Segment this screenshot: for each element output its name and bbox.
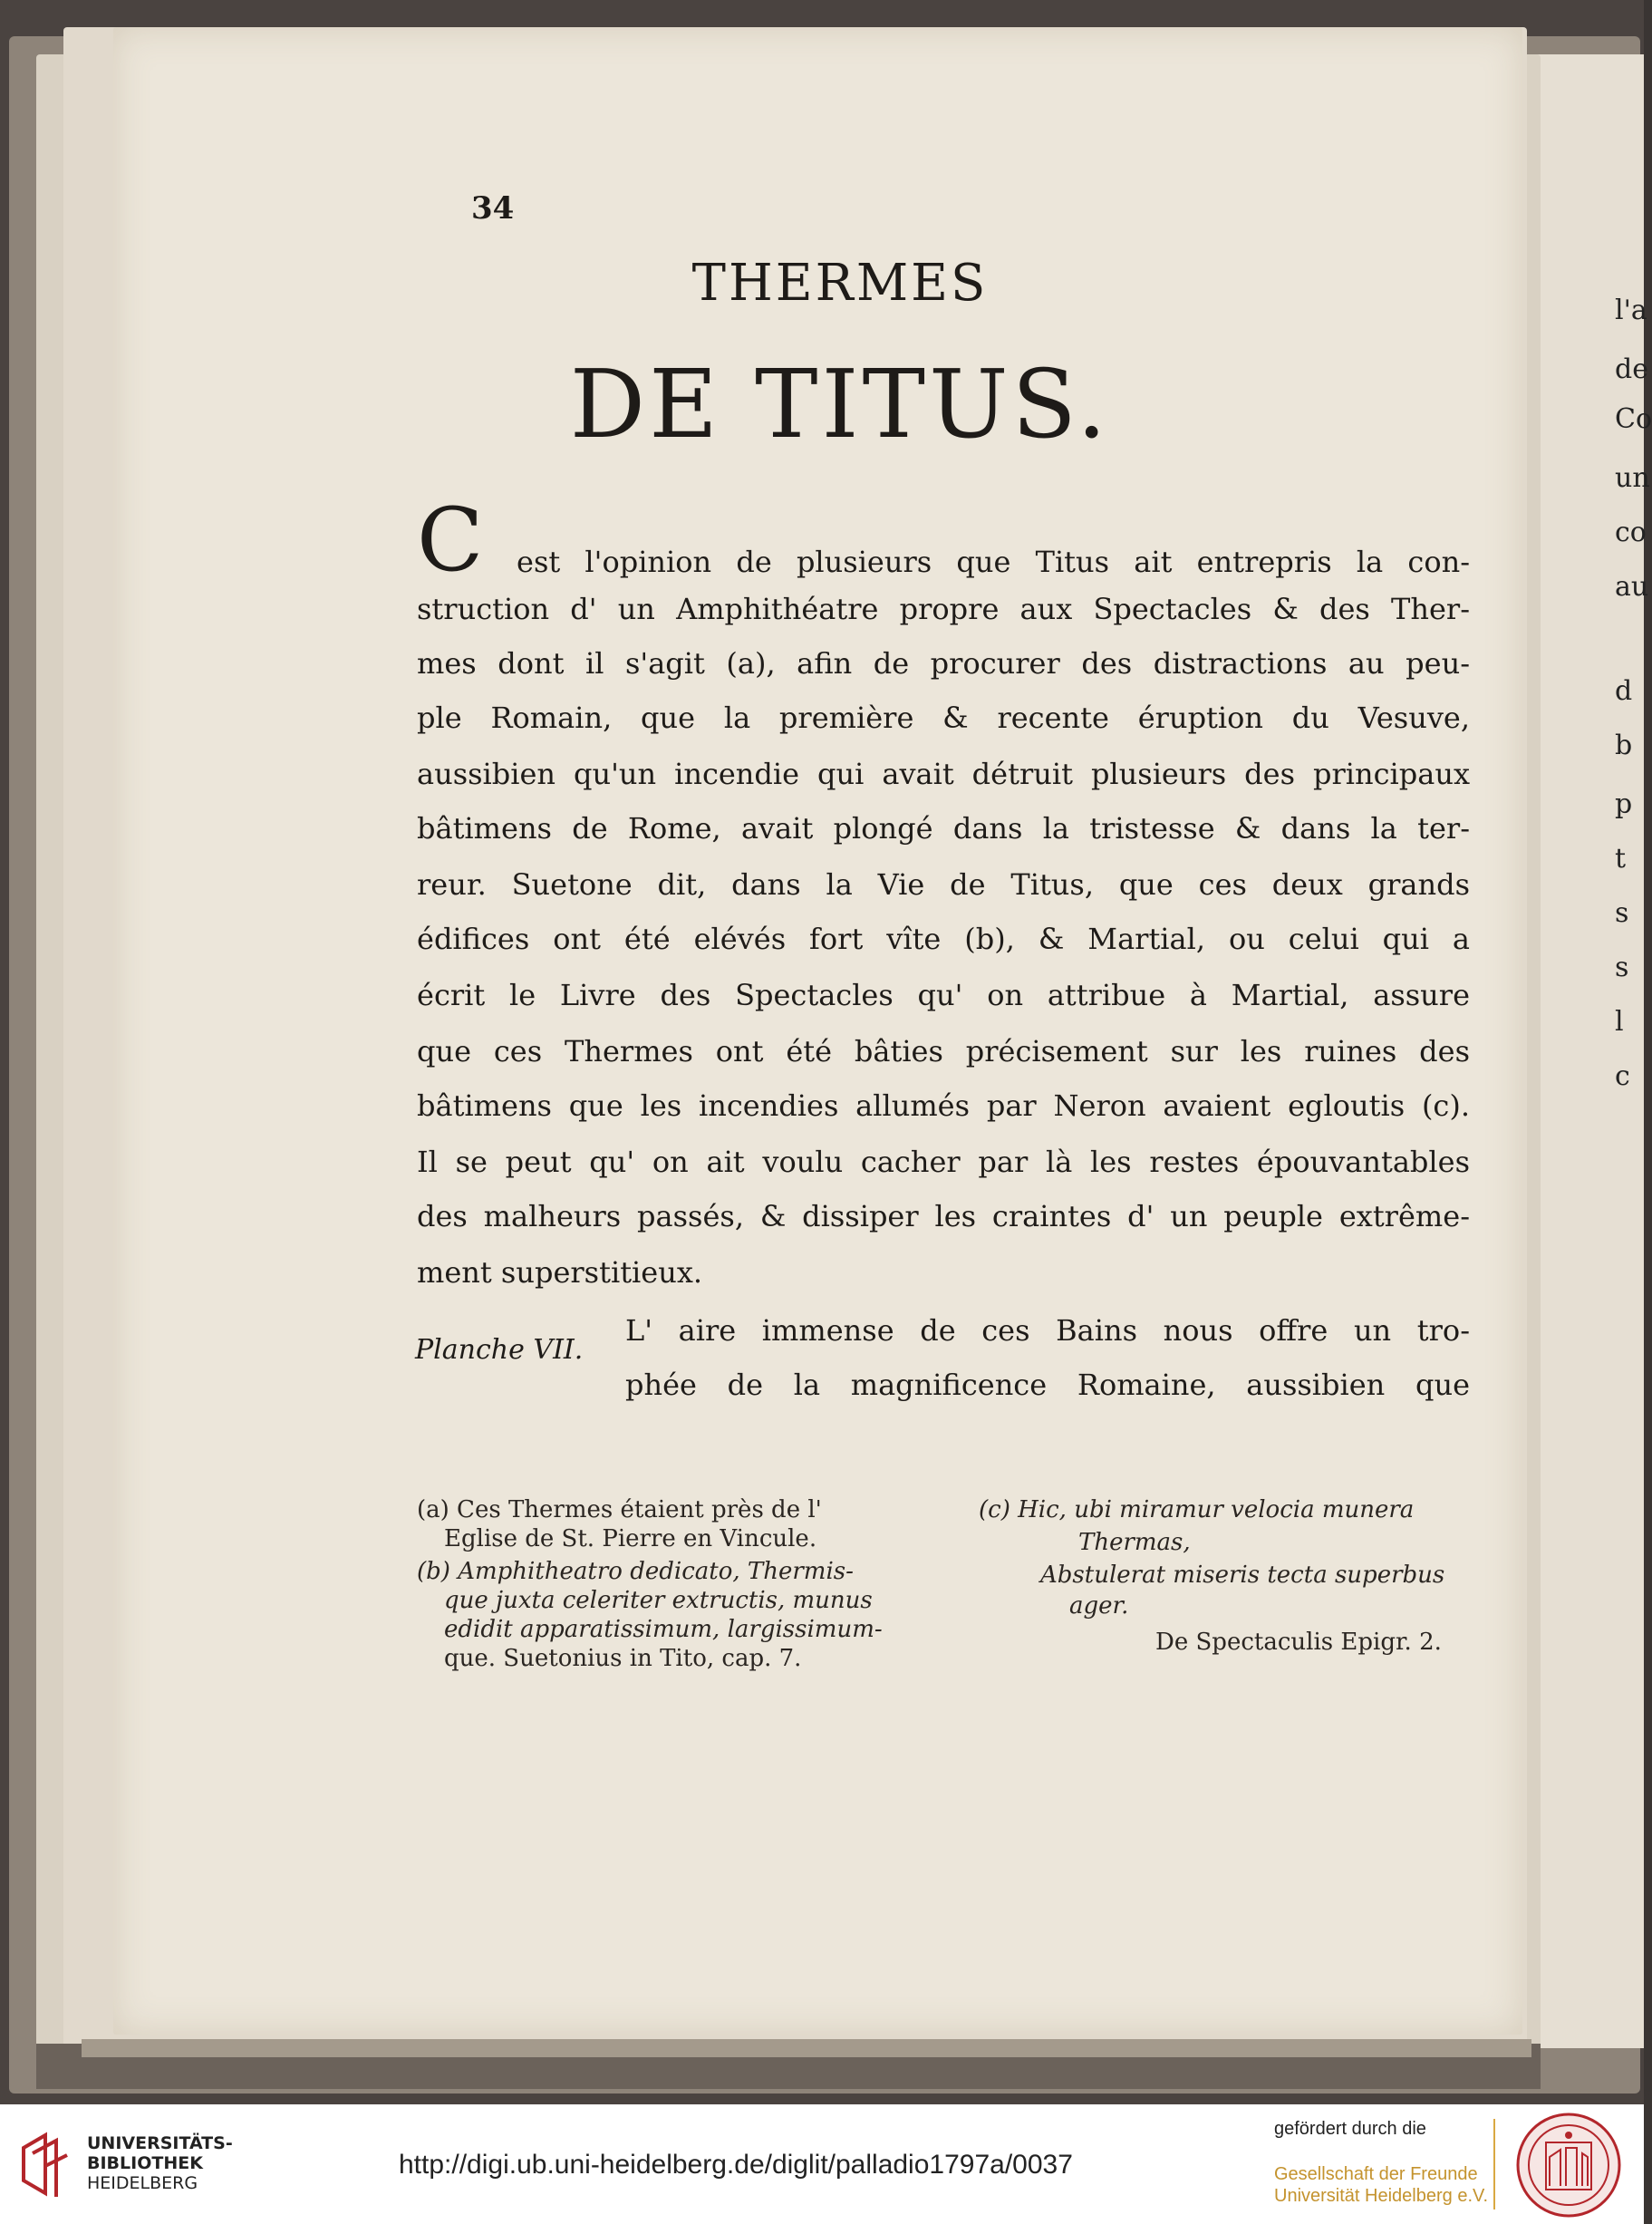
body-text-line: Il se peut qu' on ait voulu cacher par là les restes épouvantables	[417, 1145, 1470, 1179]
book-page	[113, 27, 1522, 2035]
body-text-line: L' aire immense de ces Bains nous offre un tro-	[625, 1313, 1470, 1348]
facing-page-fragment: Co	[1615, 403, 1652, 435]
body-text-line: ple Romain, que la première & recente éruption du Vesuve,	[417, 701, 1470, 735]
body-text-line: des malheurs passés, & dissiper les craintes d' un peuple extrême-	[417, 1199, 1470, 1233]
body-text-line: mes dont il s'agit (a), afin de procurer des distractions au peu-	[417, 646, 1470, 681]
facing-page-fragment: l	[1615, 1006, 1624, 1038]
title-line-2: DE TITUS.	[569, 349, 1111, 459]
body-text-line: aussibien qu'un incendie qui avait détruit plusieurs des principaux	[417, 757, 1470, 791]
footnote-b-cont: que juxta celeriter extructis, munus	[444, 1587, 873, 1614]
body-text-line: est l'opinion de plusieurs que Titus ait entrepris la con-	[517, 545, 1470, 579]
body-text-line: bâtimens de Rome, avait plongé dans la tristesse & dans la ter-	[417, 811, 1470, 846]
footnote-a-cont: Eglise de St. Pierre en Vincule.	[444, 1525, 817, 1552]
body-text-line: reur. Suetone dit, dans la Vie de Titus, que ces deux grands	[417, 867, 1470, 902]
body-text-line: écrit le Livre des Spectacles qu' on attribue à Martial, assure	[417, 978, 1470, 1012]
body-text-line: que ces Thermes ont été bâties précisement sur les ruines des	[417, 1034, 1470, 1068]
facing-page-fragment: de	[1615, 353, 1648, 385]
society-name-line-2: Universität Heidelberg e.V.	[1274, 2186, 1489, 2206]
permalink-url[interactable]: http://digi.ub.uni-heidelberg.de/diglit/palladio1797a/0037	[399, 2150, 1073, 2180]
title-line-1: THERMES	[691, 254, 989, 313]
library-name-line-3: HEIDELBERG	[87, 2173, 198, 2193]
facing-page-fragment: t	[1615, 843, 1627, 875]
body-text-line: bâtimens que les incendies allumés par Neron avaient egloutis (c).	[417, 1088, 1470, 1123]
footnote-b-cont: que. Suetonius in Tito, cap. 7.	[444, 1645, 802, 1672]
library-logo-icon	[20, 2130, 71, 2199]
university-seal-icon	[1515, 2112, 1622, 2219]
facing-page-fragment: s	[1615, 952, 1629, 983]
body-text-line: struction d' un Amphithéatre propre aux Spectacles & des Ther-	[417, 592, 1470, 626]
footnote-b: (b) Amphitheatro dedicato, Thermis-	[417, 1558, 854, 1585]
facing-page-fragment: un	[1615, 462, 1650, 494]
facing-page-fragment: d	[1615, 675, 1633, 707]
body-text-line: ment superstitieux.	[417, 1255, 703, 1290]
facing-page-fragment: s	[1615, 897, 1629, 929]
footnote-c-cont: ager.	[1069, 1592, 1129, 1620]
supported-by-label: gefördert durch die	[1274, 2119, 1426, 2139]
facing-page-fragment: b	[1615, 730, 1633, 761]
facing-page-fragment: au	[1615, 571, 1649, 603]
margin-note: Planche VII.	[415, 1334, 584, 1366]
facing-page-fragment: p	[1615, 788, 1633, 820]
body-text-line: édifices ont été elévés fort vîte (b), & Martial, ou celui qui a	[417, 922, 1470, 956]
society-name-line-1: Gesellschaft der Freunde	[1274, 2164, 1478, 2184]
footnote-c-cont: Thermas,	[1078, 1529, 1191, 1556]
page-bottom-edges	[82, 2039, 1531, 2057]
facing-page-fragment: l'a	[1615, 295, 1647, 326]
footnote-b-cont: edidit apparatissimum, largissimum-	[444, 1616, 883, 1643]
footnote-c: (c) Hic, ubi miramur velocia munera	[979, 1496, 1415, 1523]
page-number: 34	[471, 190, 515, 227]
library-name-line-2: BIBLIOTHEK	[87, 2153, 203, 2173]
footnote-c-cont: Abstulerat miseris tecta superbus	[1040, 1562, 1445, 1589]
footnote-a: (a) Ces Thermes étaient près de l'	[417, 1496, 822, 1523]
footer-bar	[0, 2104, 1644, 2224]
facing-page-fragment: co	[1615, 517, 1647, 548]
footer-divider	[1493, 2119, 1495, 2209]
facing-page-fragment: c	[1615, 1060, 1630, 1092]
library-name-line-1: UNIVERSITÄTS-	[87, 2133, 233, 2153]
body-text-line: phée de la magnificence Romaine, aussibien que	[625, 1368, 1470, 1402]
footnote-c-source: De Spectaculis Epigr. 2.	[1155, 1629, 1442, 1656]
drop-cap: C	[417, 489, 484, 591]
